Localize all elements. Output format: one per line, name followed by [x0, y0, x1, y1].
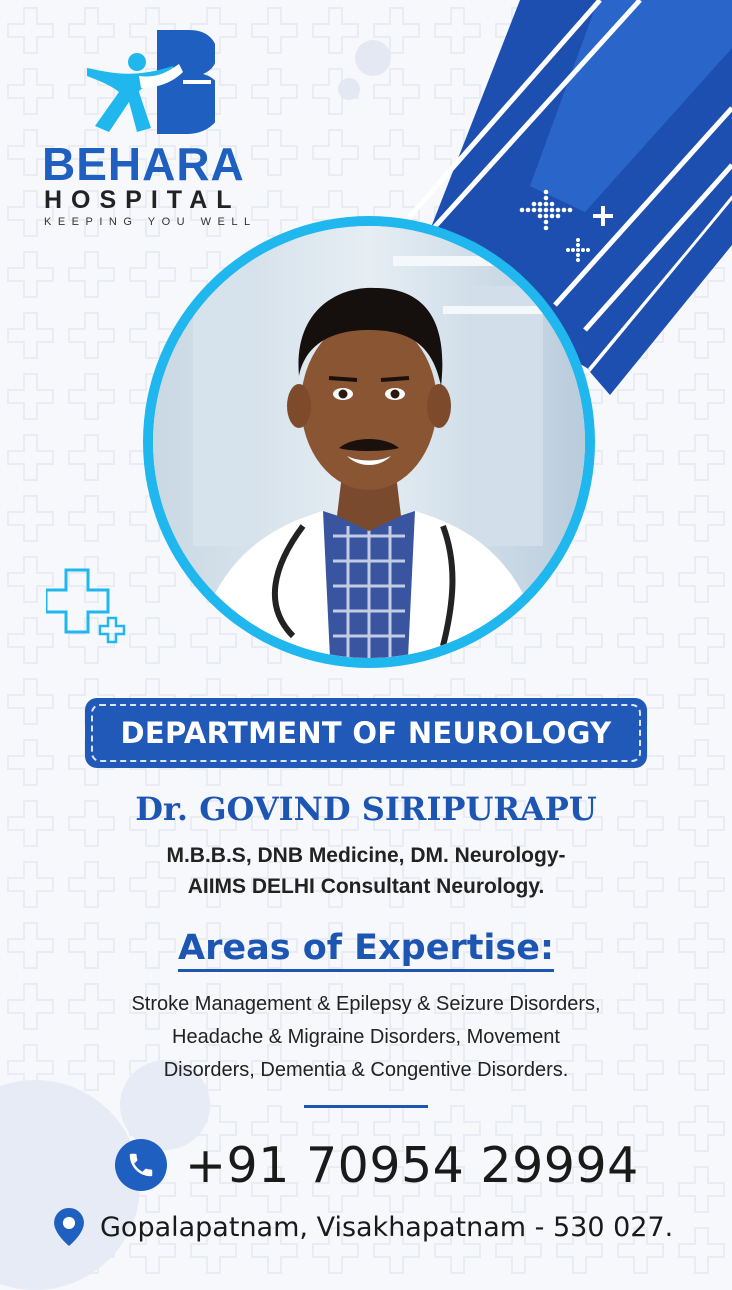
qualifications-line: AIIMS DELHI Consultant Neurology.	[187, 875, 545, 898]
brand-name: BEHARA	[42, 138, 245, 190]
department-title: DEPARTMENT OF NEUROLOGY	[120, 716, 612, 750]
phone-icon	[115, 1139, 167, 1191]
section-divider	[304, 1105, 428, 1108]
department-banner-inner	[91, 704, 641, 762]
qualifications-line: M.B.B.S, DNB Medicine, DM. Neurology-	[166, 844, 566, 867]
logo-b-mark-icon	[85, 28, 215, 138]
expertise-line: Stroke Management & Epilepsy & Seizure Disorders,	[131, 993, 601, 1015]
expertise-line: Headache & Migraine Disorders, Movement	[172, 1026, 560, 1048]
doctor-portrait-image	[153, 226, 585, 658]
department-banner	[85, 698, 647, 768]
brand-tagline: KEEPING YOU WELL	[44, 216, 257, 228]
hospital-logo	[30, 28, 260, 228]
brand-subtitle: HOSPITAL	[44, 186, 241, 214]
doctor-name: Dr. GOVIND SIRIPURAPU	[135, 790, 597, 828]
phone-contact[interactable]	[115, 1130, 639, 1200]
location-pin-icon	[52, 1208, 86, 1246]
phone-number[interactable]: +91 70954 29994	[185, 1136, 639, 1194]
doctor-qualifications	[0, 840, 732, 902]
expertise-list	[0, 988, 732, 1087]
expertise-line: Disorders, Dementia & Congentive Disorders.	[163, 1059, 569, 1081]
address-contact	[52, 1205, 673, 1249]
address-text: Gopalapatnam, Visakhapatnam - 530 027.	[100, 1211, 674, 1243]
plus-decor-icon	[46, 568, 136, 648]
expertise-heading	[0, 928, 732, 968]
expertise-title: Areas of Expertise:	[178, 928, 554, 972]
doctor-photo	[153, 226, 585, 658]
doctor-photo-frame	[143, 216, 595, 668]
